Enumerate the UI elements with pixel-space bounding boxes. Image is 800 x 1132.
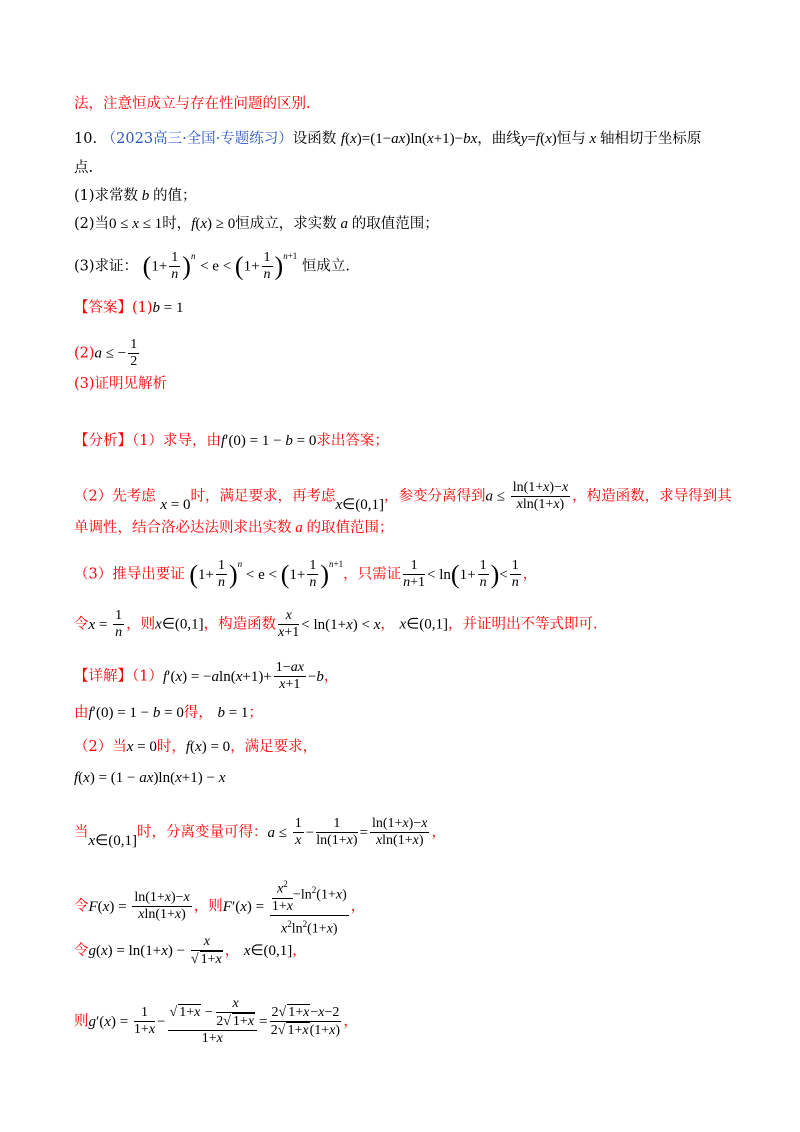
text: ， — [350, 898, 366, 915]
answer-line3: (3)证明见解析 — [74, 376, 168, 392]
text: 求出答案； — [316, 433, 389, 449]
text: （1） — [132, 668, 163, 685]
formula-fx-def: f(x)=(1−ax)ln(x+1)−bx — [340, 131, 478, 147]
detail-8: 则g′(x) = $\frac{1}{1+x}$ − √ 1+x − $\frac{x}{2√ 1+x}$ 1+x = $\frac{2√ 1+x-x-2}{2√ 1+x(1+x)}$ ， — [74, 996, 358, 1046]
text: ， — [323, 668, 339, 685]
answer-line1: 【答案】(1)b = 1 — [74, 300, 184, 316]
analysis-label: 【分析】 — [74, 433, 132, 449]
text: 恒与 — [556, 131, 586, 147]
text: 恒成立，求实数 — [235, 216, 337, 232]
answer-line2: (2)a ≤ − $\frac{1}{2}$ — [74, 337, 138, 369]
text: (3)求证： — [74, 258, 139, 275]
text: （1）求导，由 — [132, 433, 221, 449]
detail-1: 【详解】（1）f′(x) = −aln(x+1)+ $\frac{1-ax}{x+1}$ −b， — [74, 660, 339, 692]
text: (1) — [132, 300, 153, 316]
analysis-2b: 单调性，结合洛必达法则求出实数 a 的取值范围； — [74, 520, 394, 536]
text: ，则 — [193, 898, 223, 915]
text: (1)求常数 — [74, 188, 139, 204]
text: 得， — [183, 705, 213, 721]
part-3: (3)求证： (1+ $\frac{1}{n}$ )$^n$ < e < (1+ $\frac{1}{n}$ )$^{n+1}$ 恒成立. — [74, 250, 351, 282]
text: ，并证明出不等式即可. — [448, 616, 598, 633]
detail-7: 令g(x) = ln(1+x) − $\frac{x}{√ 1+x}$ ， x∈(0,1]， — [74, 934, 307, 967]
text: (2)当 — [74, 216, 110, 232]
text: ， — [224, 943, 240, 959]
text: 时， — [156, 739, 186, 755]
continuation-text: 法，注意恒成立与存在性问题的区别. — [74, 96, 311, 112]
text: ， — [292, 943, 307, 959]
text: 单调性，结合洛必达法则求出实数 — [74, 520, 292, 536]
text: ，参变分离得到 — [383, 488, 486, 505]
text: 的取值范围； — [306, 520, 394, 536]
text: 令 — [74, 616, 89, 633]
formula-curve: y=f(x) — [520, 131, 557, 147]
text: ， — [343, 1013, 358, 1030]
detail-5: 当x∈(0,1]时，分离变量可得：a ≤ $\frac{1}{x}$ − $\frac{1}{\ln(1+x)}$ = $\frac{\ln(1+x)-x}{xln(1+x)}$ ， — [74, 816, 446, 849]
text: 恒成立. — [301, 258, 351, 275]
detail-2: 由f′(0) = 1 − b = 0得， b = 1； — [74, 705, 263, 721]
text: 时，满足要求，再考虑 — [190, 488, 336, 505]
text: ，曲线 — [477, 131, 521, 147]
text: ，则 — [126, 616, 156, 633]
text: 则 — [74, 1013, 89, 1030]
text: （2）当 — [74, 739, 127, 755]
detail-3: （2）当x = 0时，f(x) = 0，满足要求， — [74, 739, 318, 755]
text: 的取值范围； — [351, 216, 439, 232]
detail-label: 【详解】 — [74, 668, 132, 685]
text: ，满足要求， — [230, 739, 318, 755]
text: ，构造函数，求导得到其 — [572, 488, 732, 505]
text: ， — [431, 824, 446, 841]
text: ，构造函数 — [203, 616, 277, 633]
text: 设函数 — [292, 131, 337, 147]
part-2: (2)当0 ≤ x ≤ 1时，f(x) ≥ 0恒成立，求实数 a 的取值范围； — [74, 216, 439, 232]
text: 的值； — [153, 188, 197, 204]
detail-4: f(x) = (1 − ax)ln(x+1) − x — [74, 770, 226, 786]
text: 时，分离变量可得： — [136, 824, 268, 841]
text: 当 — [74, 824, 89, 841]
text: ，只需证 — [343, 566, 402, 583]
text: 令 — [74, 898, 89, 915]
question-10-line2: 点. — [74, 160, 94, 176]
text: （3）推导出要证 — [74, 566, 185, 583]
analysis-2: （2）先考虑 x = 0时，满足要求，再考虑x∈(0,1]，参变分离得到a ≤ $\frac{\ln(1+x)-x}{xln(1+x)}$ ，构造函数，求导得到其 — [74, 480, 732, 513]
question-source: （2023高三·全国·专题练习） — [101, 131, 293, 147]
analysis-1: 【分析】（1）求导，由f′(0) = 1 − b = 0求出答案； — [74, 433, 389, 449]
text: ， — [522, 566, 538, 583]
text: （2）先考虑 — [74, 488, 156, 505]
text: (2) — [74, 345, 95, 362]
text: 由 — [74, 705, 89, 721]
analysis-3: （3）推导出要证 (1+ $\frac{1}{n}$ )$^n$ < e < (1+ $\frac{1}{n}$ )$^{n+1}$，只需证 $\frac{1}{n+1}$ < ln(1+ $\frac{1}{n}$ )< $\frac{1}{n}$ ， — [74, 558, 538, 590]
analysis-4: 令x = $\frac{1}{n}$ ，则x∈(0,1]，构造函数 $\frac{x}{x+1}$ < ln(1+x) < x， x∈(0,1]，并证明出不等式即可. — [74, 608, 598, 640]
detail-6: 令F(x) = $\frac{\ln(1+x)-x}{xln(1+x)}$ ，则F′(x) = $\frac{x^2}{1+x}$ $-\ln^2(1+x)$ $x^2\ln^2(1+x)$ ， — [74, 876, 365, 937]
text: ， — [380, 616, 395, 633]
question-number: 10. — [74, 131, 98, 147]
text: 轴相切于坐标原 — [599, 131, 702, 147]
text: 令 — [74, 943, 89, 959]
part-1: (1)求常数 b 的值； — [74, 188, 197, 204]
var-x: x — [585, 131, 600, 147]
answer-label: 【答案】 — [74, 300, 132, 316]
question-10-line1 — [74, 129, 701, 149]
text: 时， — [162, 216, 192, 232]
text: ； — [248, 705, 263, 721]
